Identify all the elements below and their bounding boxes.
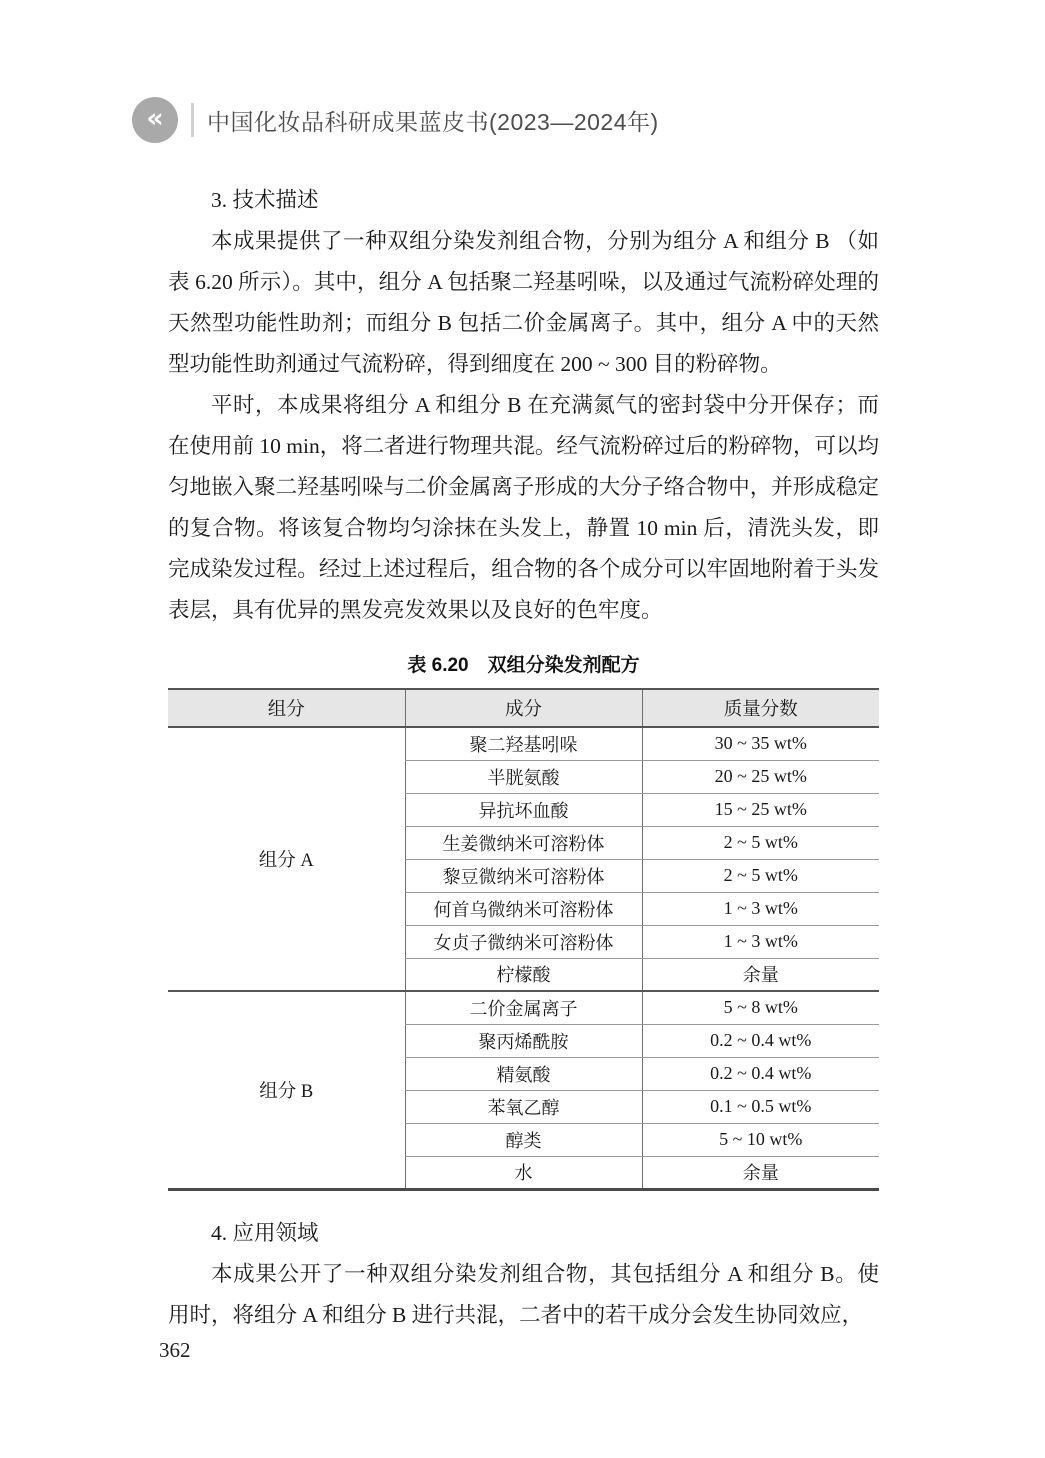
ingredient-cell: 柠檬酸: [405, 958, 642, 991]
section-3-heading: 3. 技术描述: [211, 188, 319, 212]
ingredient-cell: 苯氧乙醇: [405, 1090, 642, 1123]
book-title: 中国化妆品科研成果蓝皮书(2023—2024年): [207, 108, 659, 135]
fraction-cell: 0.2 ~ 0.4 wt%: [642, 1057, 879, 1090]
fraction-cell: 0.1 ~ 0.5 wt%: [642, 1090, 879, 1123]
ingredient-cell: 女贞子微纳米可溶粉体: [405, 925, 642, 958]
fraction-cell: 5 ~ 10 wt%: [642, 1123, 879, 1156]
fraction-cell: 20 ~ 25 wt%: [642, 760, 879, 793]
ingredient-cell: 醇类: [405, 1123, 642, 1156]
fraction-cell: 余量: [642, 958, 879, 991]
section-4-paragraph-1: 本成果公开了一种双组分染发剂组合物，其包括组分 A 和组分 B。使用时，将组分 A 和组分 B 进行共混，二者中的若干成分会发生协同效应，: [168, 1261, 879, 1327]
ingredient-cell: 聚丙烯酰胺: [405, 1024, 642, 1057]
fraction-cell: 1 ~ 3 wt%: [642, 925, 879, 958]
fraction-cell: 2 ~ 5 wt%: [642, 859, 879, 892]
ingredient-cell: 二价金属离子: [405, 991, 642, 1024]
page-running-head: [132, 97, 659, 143]
ingredient-cell: 何首乌微纳米可溶粉体: [405, 892, 642, 925]
component-b-cell: 组分 B: [259, 1081, 314, 1102]
table-row: [168, 727, 879, 760]
section-3-paragraph-2: 平时，本成果将组分 A 和组分 B 在充满氮气的密封袋中分开保存；而在使用前 10 min，将二者进行物理共混。经气流粉碎过后的粉碎物，可以均匀地嵌入聚二羟基吲哚与二价金属离子形成的大分子络合物中，并形成稳定的复合物。将该复合物均匀涂抹在头发上，静置 10 min 后，清洗头发，即完成染发过程。经过上述过程后，组合物的各个成分可以牢固地附着于头发表层，具有优异的黑发亮发效果以及良好的色牢度。: [168, 393, 879, 622]
fraction-cell: 余量: [642, 1156, 879, 1189]
ingredient-cell: 聚二羟基吲哚: [405, 727, 642, 760]
fraction-cell: 1 ~ 3 wt%: [642, 892, 879, 925]
header-divider: [191, 103, 194, 137]
component-a-cell: 组分 A: [168, 727, 405, 991]
fraction-cell: 5 ~ 8 wt%: [642, 991, 879, 1024]
ingredient-cell: 半胱氨酸: [405, 760, 642, 793]
page-number: 362: [159, 1338, 191, 1362]
column-header-fraction: 质量分数: [642, 689, 879, 727]
main-content: [168, 180, 879, 1336]
double-chevron-left-icon: [132, 97, 178, 143]
ingredient-cell: 水: [405, 1156, 642, 1189]
double-chevron-left-glyph: «: [146, 103, 164, 134]
column-header-ingredient: 成分: [405, 689, 642, 727]
column-header-component: 组分: [168, 689, 405, 727]
fraction-cell: 2 ~ 5 wt%: [642, 826, 879, 859]
fraction-cell: 0.2 ~ 0.4 wt%: [642, 1024, 879, 1057]
ingredient-cell: 精氨酸: [405, 1057, 642, 1090]
table-header-row: [168, 689, 879, 727]
ingredient-cell: 黎豆微纳米可溶粉体: [405, 859, 642, 892]
fraction-cell: 30 ~ 35 wt%: [642, 727, 879, 760]
section-3-paragraph-1: 本成果提供了一种双组分染发剂组合物，分别为组分 A 和组分 B （如表 6.20 所示）。其中，组分 A 包括聚二羟基吲哚，以及通过气流粉碎处理的天然型功能性助剂；而组分 B 包括二价金属离子。其中，组分 A 中的天然型功能性助剂通过气流粉碎，得到细度在 200 ~ 300 目的粉碎物。: [168, 229, 879, 376]
table-caption: 表 6.20 双组分染发剂配方: [407, 655, 640, 676]
table-row: [168, 991, 879, 1024]
ingredient-cell: 生姜微纳米可溶粉体: [405, 826, 642, 859]
formula-table: [168, 688, 879, 1191]
ingredient-cell: 异抗坏血酸: [405, 793, 642, 826]
section-4-heading: 4. 应用领域: [211, 1220, 319, 1245]
fraction-cell: 15 ~ 25 wt%: [642, 793, 879, 826]
